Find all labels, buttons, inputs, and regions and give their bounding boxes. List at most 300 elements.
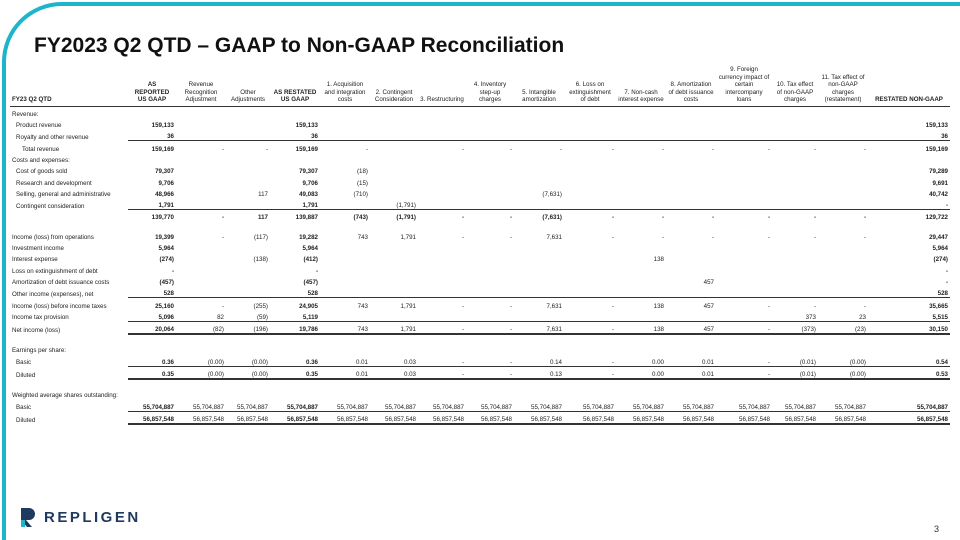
table-cell: [226, 175, 270, 186]
logo-text: REPLIGEN: [44, 508, 141, 526]
table-cell: 55,704,887: [868, 399, 950, 411]
table-cell: [818, 334, 868, 343]
page-number: 3: [934, 524, 940, 534]
table-cell: [514, 241, 564, 252]
table-cell: [320, 275, 370, 286]
table-cell: [564, 187, 616, 198]
table-cell: -: [509, 233, 512, 241]
table-cell: -: [611, 233, 614, 241]
table-cell: 55,704,887: [176, 399, 226, 411]
table-cell: 55,704,887: [270, 399, 320, 411]
table-cell: 20,064: [128, 321, 176, 334]
table-cell: (0.00): [818, 354, 868, 366]
table-cell: [226, 379, 270, 388]
table-cell: 55,704,887: [128, 399, 176, 411]
table-cell: [514, 118, 564, 129]
table-cell: [514, 275, 564, 286]
table-cell: (59): [226, 310, 270, 322]
table-cell: [716, 118, 772, 129]
table-cell: [176, 106, 226, 118]
table-cell: [320, 286, 370, 298]
table-cell: (457): [159, 278, 174, 286]
table-cell: -: [466, 141, 514, 153]
table-cell: [716, 310, 772, 322]
row-label: Revenue:: [12, 110, 39, 118]
table-cell: 457: [703, 278, 714, 286]
row-label: Contingent consideration: [16, 202, 85, 210]
table-row: [10, 399, 950, 411]
table-cell: [868, 153, 950, 164]
table-cell: [818, 118, 868, 129]
table-cell: 48,966: [155, 190, 174, 198]
table-row: [10, 321, 950, 334]
table-cell: 159,133: [295, 122, 318, 130]
table-cell: [514, 343, 564, 354]
table-cell: [176, 241, 226, 252]
table-cell: (743): [353, 214, 368, 222]
table-cell: -: [466, 366, 514, 379]
table-cell: 36: [167, 133, 174, 141]
table-cell: [818, 275, 868, 286]
table-cell: -: [868, 198, 950, 210]
table-cell: [772, 175, 818, 186]
table-cell: [716, 153, 772, 164]
table-cell: 7,631: [546, 302, 562, 310]
row-label: Other income (expenses), net: [12, 290, 94, 298]
table-cell: 56,857,548: [128, 411, 176, 424]
table-cell: [226, 164, 270, 175]
table-cell: [564, 241, 616, 252]
table-cell: [418, 310, 466, 322]
repligen-logo: [18, 506, 141, 528]
table-cell: [716, 275, 772, 286]
table-cell: [716, 241, 772, 252]
table-cell: (710): [353, 190, 368, 198]
table-cell: -: [945, 267, 948, 275]
table-cell: [564, 221, 616, 229]
row-label: Costs and expenses:: [12, 156, 70, 164]
table-cell: 55,704,887: [320, 399, 370, 411]
table-cell: 56,857,548: [514, 411, 564, 424]
table-cell: [320, 388, 370, 399]
table-cell: -: [461, 214, 464, 222]
table-cell: [514, 198, 564, 210]
table-cell: (0.01): [772, 366, 818, 379]
table-cell: -: [466, 321, 514, 334]
table-row: [10, 164, 950, 175]
table-cell: -: [564, 354, 616, 366]
table-cell: [666, 187, 716, 198]
table-cell: -: [772, 141, 818, 153]
table-cell: [466, 334, 514, 343]
table-cell: [818, 241, 868, 252]
row-label: Income tax provision: [12, 314, 69, 322]
table-cell: [466, 286, 514, 298]
table-cell: [226, 106, 270, 118]
table-cell: [466, 310, 514, 322]
table-cell: [716, 175, 772, 186]
table-cell: 25,160: [155, 302, 174, 310]
table-cell: [466, 175, 514, 186]
table-cell: [818, 153, 868, 164]
table-cell: [418, 175, 466, 186]
table-cell: [466, 275, 514, 286]
table-cell: [226, 286, 270, 298]
table-header: [10, 66, 950, 106]
table-cell: (0.00): [226, 354, 270, 366]
table-cell: [176, 252, 226, 263]
table-cell: 5,096: [128, 310, 176, 322]
table-cell: [772, 252, 818, 263]
table-cell: -: [221, 233, 224, 241]
table-cell: [772, 286, 818, 298]
table-cell: 0.36: [128, 354, 176, 366]
table-cell: -: [564, 366, 616, 379]
row-label: [10, 379, 128, 388]
reconciliation-table: [10, 66, 950, 425]
table-cell: 457: [666, 321, 716, 334]
table-cell: [320, 343, 370, 354]
row-label: Royalty and other revenue: [16, 133, 89, 141]
table-cell: [418, 129, 466, 141]
table-cell: 138: [653, 302, 664, 310]
table-cell: 56,857,548: [666, 411, 716, 424]
table-cell: [818, 343, 868, 354]
table-cell: 56,857,548: [616, 411, 666, 424]
table-cell: [466, 388, 514, 399]
table-cell: [616, 164, 666, 175]
table-cell: [370, 334, 418, 343]
table-cell: [716, 334, 772, 343]
table-cell: [666, 106, 716, 118]
row-label: [10, 334, 128, 343]
table-cell: -: [863, 214, 866, 222]
table-cell: 19,282: [299, 233, 318, 241]
table-cell: -: [813, 214, 816, 222]
table-cell: [772, 334, 818, 343]
table-cell: [666, 334, 716, 343]
table-cell: [418, 388, 466, 399]
column-header: 6. Loss on extinguishment of debt: [564, 66, 616, 106]
table-cell: [320, 118, 370, 129]
table-cell: 82: [176, 310, 226, 322]
table-cell: -: [418, 141, 466, 153]
table-cell: [514, 221, 564, 229]
table-row: [10, 366, 950, 379]
repligen-logo-icon: [18, 506, 38, 528]
table-row: [10, 388, 950, 399]
table-cell: [466, 118, 514, 129]
table-cell: 373: [772, 310, 818, 322]
table-cell: [666, 118, 716, 129]
column-header: AS RESTATED US GAAP: [270, 66, 320, 106]
table-cell: [772, 275, 818, 286]
table-row: [10, 175, 950, 186]
table-cell: 5,119: [270, 310, 320, 322]
table-cell: 55,704,887: [564, 399, 616, 411]
left-accent-bar: [2, 60, 6, 540]
table-cell: [320, 379, 370, 388]
table-cell: [564, 252, 616, 263]
row-label: Total revenue: [22, 145, 60, 153]
table-cell: 30,150: [868, 321, 950, 334]
table-cell: [466, 263, 514, 274]
table-cell: 56,857,548: [418, 411, 466, 424]
table-cell: 117: [258, 190, 268, 198]
table-cell: 743: [357, 302, 368, 310]
table-cell: [772, 106, 818, 118]
table-row: [10, 153, 950, 164]
table-cell: [666, 379, 716, 388]
table-cell: [616, 187, 666, 198]
table-cell: [514, 164, 564, 175]
table-cell: [772, 263, 818, 274]
table-cell: [616, 379, 666, 388]
table-cell: [418, 343, 466, 354]
table-cell: [818, 129, 868, 141]
row-label: Diluted: [16, 372, 36, 380]
table-cell: -: [564, 141, 616, 153]
table-cell: -: [611, 302, 614, 310]
table-cell: [370, 106, 418, 118]
table-cell: [716, 379, 772, 388]
row-label: Basic: [16, 359, 32, 367]
table-cell: -: [171, 267, 174, 275]
table-cell: -: [661, 214, 664, 222]
table-cell: [868, 221, 950, 229]
table-cell: [564, 153, 616, 164]
table-cell: 55,704,887: [666, 399, 716, 411]
table-cell: [466, 129, 514, 141]
table-cell: 743: [320, 321, 370, 334]
table-cell: [616, 129, 666, 141]
table-cell: [270, 221, 320, 229]
table-cell: -: [767, 214, 770, 222]
table-cell: [128, 379, 176, 388]
table-cell: (117): [254, 233, 268, 241]
table-cell: (23): [818, 321, 868, 334]
table-cell: [370, 388, 418, 399]
row-label: Amortization of debt issuance costs: [12, 278, 110, 286]
table-cell: 0.35: [270, 366, 320, 379]
table-cell: [514, 106, 564, 118]
table-cell: -: [514, 141, 564, 153]
table-cell: 35,665: [929, 302, 948, 310]
column-header: 4. Inventory step-up charges: [466, 66, 514, 106]
table-cell: [466, 221, 514, 229]
table-cell: [128, 153, 176, 164]
table-cell: [818, 164, 868, 175]
table-cell: (1,791): [370, 198, 418, 210]
table-cell: [616, 153, 666, 164]
table-cell: 0.03: [370, 354, 418, 366]
table-cell: [666, 221, 716, 229]
table-cell: [176, 164, 226, 175]
table-cell: [666, 263, 716, 274]
table-cell: [176, 286, 226, 298]
table-cell: [226, 343, 270, 354]
table-cell: [418, 263, 466, 274]
table-cell: 23: [818, 310, 868, 322]
table-cell: [466, 198, 514, 210]
row-label: Product revenue: [16, 122, 62, 130]
table-cell: -: [221, 214, 224, 222]
table-cell: [370, 164, 418, 175]
table-row: [10, 343, 950, 354]
table-cell: -: [711, 233, 714, 241]
table-cell: 9,691: [932, 179, 948, 187]
table-cell: (412): [303, 256, 318, 264]
table-cell: [418, 252, 466, 263]
table-cell: [514, 334, 564, 343]
table-cell: 0.54: [868, 354, 950, 366]
table-cell: 55,704,887: [418, 399, 466, 411]
table-cell: [666, 129, 716, 141]
table-cell: (7,631): [542, 190, 562, 198]
table-cell: [564, 310, 616, 322]
table-row: [10, 286, 950, 298]
table-cell: 5,964: [932, 245, 948, 253]
table-cell: -: [813, 233, 816, 241]
table-cell: [418, 379, 466, 388]
row-label: Investment income: [12, 245, 64, 253]
table-cell: 79,307: [155, 168, 174, 176]
table-row: [10, 141, 950, 153]
table-cell: -: [461, 233, 464, 241]
table-cell: [818, 388, 868, 399]
table-cell: [666, 175, 716, 186]
table-cell: (138): [253, 256, 268, 264]
table-cell: [370, 379, 418, 388]
table-cell: 159,169: [868, 141, 950, 153]
table-cell: [370, 275, 418, 286]
table-cell: 56,857,548: [868, 411, 950, 424]
table-row: [10, 210, 950, 222]
table-cell: [370, 252, 418, 263]
table-row: [10, 229, 950, 240]
table-row: [10, 298, 950, 310]
table-cell: [128, 221, 176, 229]
table-cell: -: [818, 141, 868, 153]
row-label: [10, 210, 128, 222]
table-cell: (0.00): [176, 354, 226, 366]
table-cell: 528: [868, 286, 950, 298]
table-cell: [466, 343, 514, 354]
table-cell: [564, 334, 616, 343]
table-cell: 56,857,548: [370, 411, 418, 424]
table-cell: [772, 221, 818, 229]
table-row: [10, 379, 950, 388]
table-cell: [270, 343, 320, 354]
table-cell: [270, 388, 320, 399]
row-label: Basic: [16, 404, 32, 412]
table-cell: [370, 241, 418, 252]
table-cell: [370, 310, 418, 322]
table-cell: [666, 241, 716, 252]
table-row: [10, 198, 950, 210]
table-cell: 1,791: [270, 198, 320, 210]
table-cell: -: [716, 321, 772, 334]
table-cell: [818, 263, 868, 274]
table-cell: [370, 175, 418, 186]
table-cell: -: [461, 302, 464, 310]
table-cell: [564, 379, 616, 388]
table-cell: [226, 263, 270, 274]
table-cell: -: [418, 354, 466, 366]
table-cell: [370, 129, 418, 141]
table-cell: [818, 379, 868, 388]
table-cell: 159,169: [270, 141, 320, 153]
table-cell: 55,704,887: [772, 399, 818, 411]
table-cell: 0.35: [128, 366, 176, 379]
table-row: [10, 310, 950, 322]
table-cell: -: [466, 354, 514, 366]
table-cell: [716, 187, 772, 198]
table-cell: (274): [933, 256, 948, 264]
table-cell: (274): [159, 256, 174, 264]
table-cell: (82): [176, 321, 226, 334]
column-header: 3. Restructuring: [418, 66, 466, 106]
table-cell: [666, 252, 716, 263]
table-cell: [176, 388, 226, 399]
table-cell: -: [767, 302, 770, 310]
table-cell: [270, 153, 320, 164]
table-cell: 9,706: [302, 179, 318, 187]
table-cell: [514, 388, 564, 399]
table-cell: [616, 241, 666, 252]
table-cell: 0.53: [868, 366, 950, 379]
table-cell: -: [176, 141, 226, 153]
table-cell: 0.01: [320, 366, 370, 379]
table-cell: [514, 310, 564, 322]
table-cell: 56,857,548: [772, 411, 818, 424]
table-cell: [716, 198, 772, 210]
table-cell: [370, 153, 418, 164]
table-cell: 56,857,548: [716, 411, 772, 424]
row-label: Income (loss) before income taxes: [12, 302, 107, 310]
table-cell: [666, 310, 716, 322]
table-cell: [616, 263, 666, 274]
table-cell: [868, 379, 950, 388]
table-cell: -: [767, 233, 770, 241]
table-cell: 5,964: [158, 245, 174, 253]
table-cell: [466, 241, 514, 252]
table-cell: -: [418, 366, 466, 379]
table-cell: [176, 118, 226, 129]
table-row: [10, 275, 950, 286]
table-cell: [818, 187, 868, 198]
table-cell: 5,964: [302, 245, 318, 253]
table-cell: 138: [653, 256, 664, 264]
table-cell: [370, 221, 418, 229]
table-cell: 29,447: [929, 233, 948, 241]
column-header: 11. Tax effect of non-GAAP charges (restatement): [818, 66, 868, 106]
table-cell: [868, 106, 950, 118]
table-cell: 0.36: [270, 354, 320, 366]
table-row: [10, 334, 950, 343]
table-cell: -: [716, 366, 772, 379]
table-cell: [616, 310, 666, 322]
column-header: 5. Intangible amortization: [514, 66, 564, 106]
slide-title: FY2023 Q2 QTD – GAAP to Non-GAAP Reconciliation: [34, 34, 565, 57]
column-header: 2. Contingent Consideration: [370, 66, 418, 106]
table-cell: [716, 221, 772, 229]
table-cell: [564, 286, 616, 298]
table-cell: [616, 286, 666, 298]
table-cell: [466, 164, 514, 175]
table-cell: [716, 252, 772, 263]
table-cell: (18): [356, 168, 368, 176]
